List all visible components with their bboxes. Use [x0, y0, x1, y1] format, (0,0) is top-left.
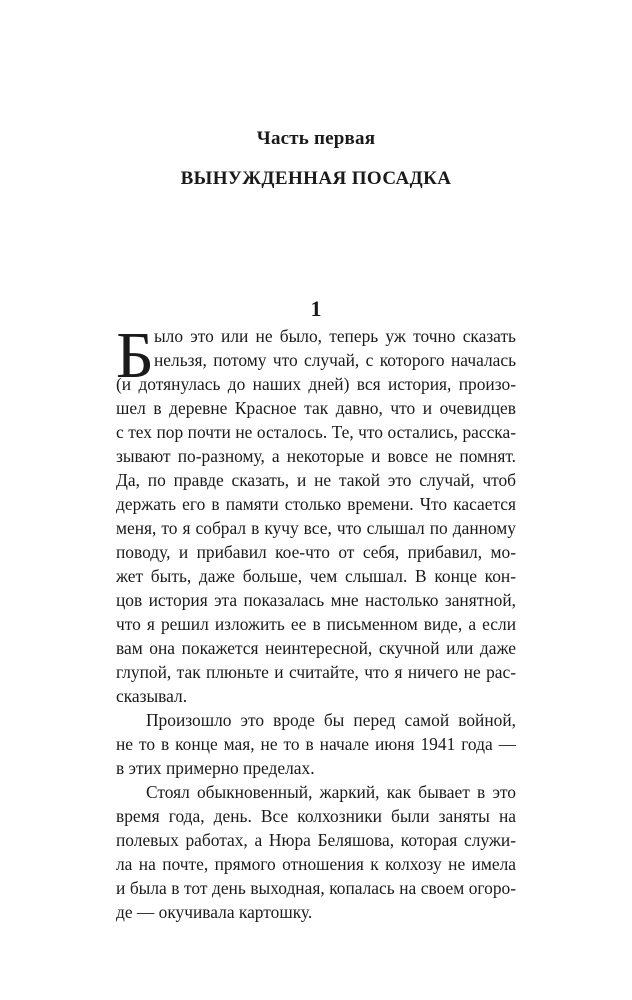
text-line: ыло это или не было, теперь уж точно сказать [154, 326, 516, 346]
text-line: Стоял обыкновенный, жаркий, как бывает в это [146, 782, 516, 802]
text-line: Да, по правде сказать, и не такой это случай, чтоб [116, 470, 516, 490]
text-line: полевых работах, а Нюра Беляшова, которая служи- [116, 830, 516, 850]
text-line: шел в деревне Красное так давно, что и очевидцев [116, 398, 516, 418]
text-line: зывают по-разному, а некоторые и вовсе не помнят. [116, 446, 516, 466]
text-line: жет быть, даже больше, чем слышал. В конце кон- [116, 566, 516, 586]
text-line: в этих примерно пределах. [116, 758, 315, 778]
text-line: меня, то я собрал в кучу все, что слышал по данному [116, 518, 516, 538]
text-line: что я решил изложить ее в письменном виде, а если [116, 614, 516, 634]
text-line: вам она покажется неинтересной, скучной или даже [116, 638, 516, 658]
text-line: не то в конце мая, не то в начале июня 1941 года — [116, 734, 516, 754]
text-line: время года, день. Все колхозники были заняты на [116, 806, 516, 826]
text-line: держать его в памяти столько времени. Что касается [116, 494, 516, 514]
text-line: Произошло это вроде бы перед самой войной, [146, 710, 516, 730]
text-line: сказывал. [116, 686, 188, 706]
chapter-number: 1 [310, 296, 322, 321]
text-line: нельзя, потому что случай, с которого началась [154, 350, 516, 370]
text-line: ла на почте, прямого отношения к колхозу не имела [116, 854, 516, 874]
text-line: глупой, так плюньте и считайте, что я ничего не рас- [116, 662, 516, 682]
text-line: и была в тот день выходная, копалась на своем огоро- [116, 878, 516, 898]
book-title: ВЫНУЖДЕННАЯ ПОСАДКА [180, 168, 452, 189]
text-line: де — окучивала картошку. [116, 902, 313, 922]
drop-cap: Б [116, 319, 154, 392]
text-line: (и дотянулась до наших дней) вся история, произо- [116, 374, 516, 394]
text-line: поводу, и прибавил кое-что от себя, прибавил, мо- [116, 542, 516, 562]
text-line: цов история эта показалась мне настолько занятной, [116, 590, 516, 610]
part-title: Часть первая [256, 128, 376, 149]
text-line: с тех пор почти не осталось. Те, что остались, расска- [116, 422, 516, 442]
